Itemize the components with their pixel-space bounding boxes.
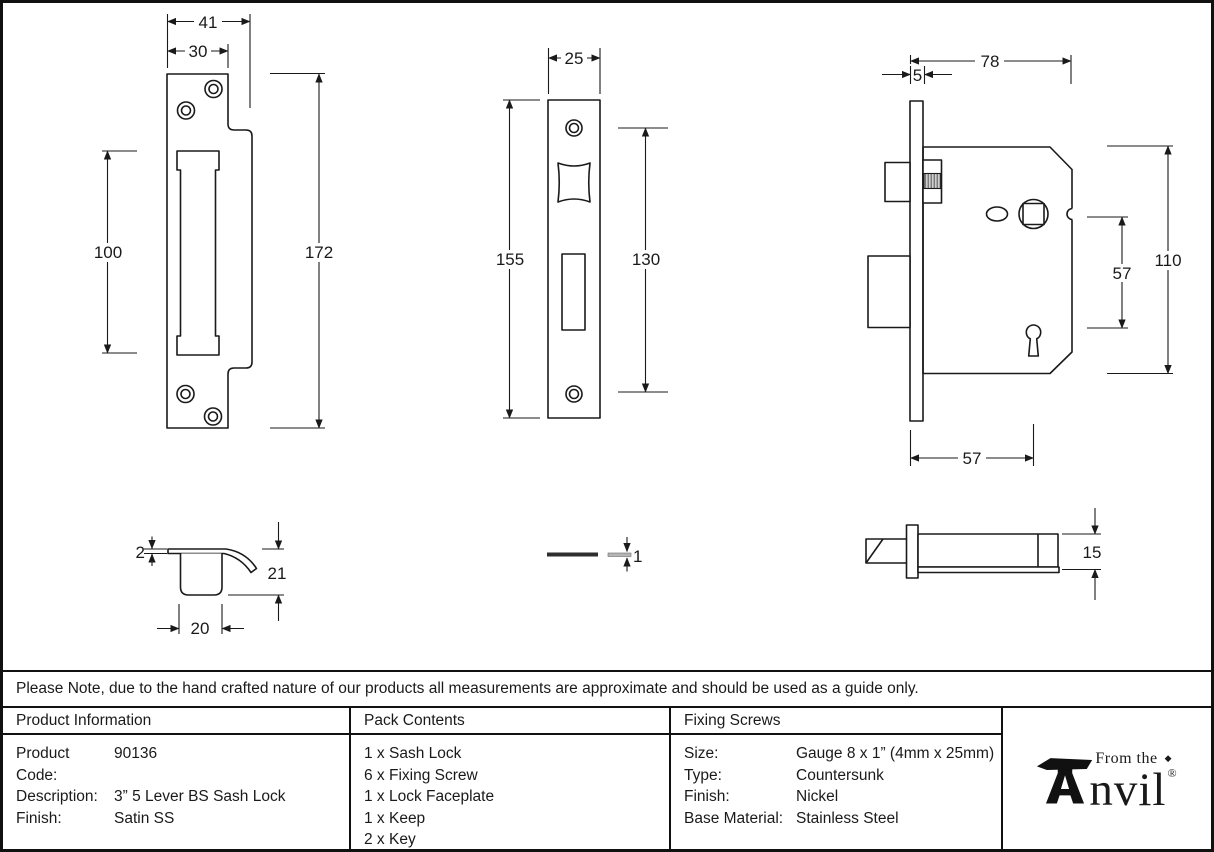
- pack-item: 1 x Sash Lock: [364, 745, 462, 762]
- faceplate-edge-view: [547, 537, 642, 572]
- pack-contents-column: [351, 708, 671, 849]
- faceplate-edge-bar: [547, 553, 598, 557]
- dim-backset: [911, 424, 1034, 468]
- pack-contents-body: [351, 735, 669, 851]
- dim-label: 130: [631, 250, 661, 269]
- fixing-screws-header: Fixing Screws: [671, 708, 1001, 735]
- pack-item: 1 x Lock Faceplate: [364, 788, 495, 805]
- dim-label: 21: [267, 564, 287, 583]
- dim-label: 1: [633, 547, 643, 566]
- dim-faceplate-width: [549, 48, 601, 94]
- faceplate-front-view: [493, 48, 668, 418]
- dim-label: 172: [304, 243, 334, 262]
- logo-brand-text: nvil: [1089, 763, 1167, 816]
- row-value: Satin SS: [114, 809, 175, 827]
- product-code-row: [16, 743, 349, 786]
- diamond-icon: ◆: [1164, 753, 1173, 764]
- row-label: Product Code:: [16, 745, 70, 784]
- keep-slot-cutout: [177, 151, 219, 355]
- product-information-header: Product Information: [3, 708, 349, 735]
- technical-drawings: [3, 3, 1211, 670]
- lock-body-view: [868, 52, 1185, 468]
- dim-label: 20: [190, 619, 210, 638]
- row-label: Description:: [16, 788, 98, 805]
- logo-tagline-text: From the: [1095, 749, 1158, 767]
- dim-keep-side-width: [157, 604, 244, 638]
- dim-keep-side-height: [228, 522, 286, 621]
- keyhole: [1026, 325, 1040, 356]
- fixing-screws-body: [671, 735, 1001, 829]
- screw-hole: [566, 120, 582, 402]
- type-row: [684, 765, 1001, 787]
- pack-item: 2 x Key: [364, 831, 416, 848]
- pack-item: 6 x Fixing Screw: [364, 766, 478, 784]
- pack-item: 1 x Keep: [364, 809, 426, 827]
- keep-box-profile: [181, 554, 223, 596]
- deadbolt-cutout: [562, 254, 585, 330]
- dim-label: 78: [980, 52, 1000, 71]
- row-value: Nickel: [796, 788, 839, 805]
- faceplate-outline: [548, 100, 600, 418]
- dim-label: 15: [1082, 543, 1102, 562]
- dim-label: 25: [564, 49, 584, 68]
- edge-notch: [1067, 208, 1076, 220]
- dim-label: 110: [1154, 251, 1182, 270]
- bolt-base-strip: [918, 567, 1059, 573]
- dim-body-depth: [911, 52, 1072, 84]
- product-information-column: [3, 708, 351, 849]
- brand-logo-cell: [1003, 708, 1211, 849]
- pack-contents-header: Pack Contents: [351, 708, 669, 735]
- row-label: Type:: [684, 766, 722, 784]
- row-label: Finish:: [684, 788, 730, 805]
- description-row: [16, 786, 349, 808]
- dim-label: 2: [135, 543, 145, 562]
- lock-body-outline: [923, 147, 1072, 374]
- finish-row: [16, 808, 349, 830]
- dim-label: 57: [962, 449, 982, 468]
- faceplate-edge-callout: [608, 553, 631, 557]
- row-value: Gauge 8 x 1” (4mm x 25mm): [796, 745, 995, 762]
- dim-keep-height: [270, 74, 336, 429]
- dim-label: 100: [93, 243, 123, 262]
- dim-faceplate-lip: [882, 66, 952, 85]
- finish-row: [684, 786, 1001, 808]
- logo-text: [1089, 749, 1178, 816]
- measurement-note: Please Note, due to the hand crafted nature of our products all measurements are approximate and should be used as a guide only.: [16, 680, 919, 697]
- dim-label: 155: [495, 250, 525, 269]
- row-value: Countersunk: [796, 766, 884, 784]
- dim-label: 57: [1112, 264, 1132, 283]
- row-value: 90136: [114, 745, 158, 762]
- spindle-hole: [1019, 200, 1048, 229]
- bolt-faceplate-section: [907, 525, 919, 578]
- latch-cutout: [558, 163, 590, 202]
- lock-faceplate-edge: [910, 101, 923, 421]
- dim-label: 41: [198, 13, 218, 32]
- product-information-body: [3, 735, 349, 829]
- deadbolt: [868, 256, 910, 328]
- bolt-body: [918, 534, 1058, 567]
- dim-bolt-height: [1062, 508, 1106, 600]
- base-material-row: [684, 808, 1001, 830]
- lever-pivot-hole: [987, 207, 1008, 221]
- dim-body-height: [1107, 146, 1185, 374]
- dim-keep-inner-width: [168, 42, 229, 68]
- dim-faceplate-hole-spacing: [618, 128, 668, 392]
- row-label: Finish:: [16, 809, 62, 827]
- product-info-table: [3, 706, 1211, 849]
- dim-label: 5: [912, 66, 923, 85]
- dim-keep-thickness: [136, 537, 167, 567]
- dim-label: 30: [188, 42, 208, 61]
- row-value: 3” 5 Lever BS Sash Lock: [114, 788, 286, 805]
- row-label: Size:: [684, 745, 719, 762]
- dim-keep-outer-width: [168, 13, 251, 108]
- fixing-screws-column: [671, 708, 1003, 849]
- logo-brand: [1089, 763, 1178, 816]
- anvil-icon: [1036, 752, 1094, 806]
- dim-spindle-to-key: [1087, 217, 1136, 328]
- keep-front-view: [91, 13, 336, 428]
- dim-keep-slot-height: [91, 151, 137, 353]
- dim-faceplate-height: [493, 100, 540, 418]
- measurement-note-row: [3, 670, 1211, 706]
- bolt-head: [866, 539, 907, 563]
- from-the-anvil-logo: [1036, 749, 1178, 816]
- row-value: Stainless Steel: [796, 809, 899, 827]
- row-label: Base Material:: [684, 809, 784, 827]
- keep-side-view: [136, 522, 287, 638]
- registered-mark: ®: [1167, 765, 1178, 780]
- size-row: [684, 743, 1001, 765]
- latch-bolt-side-view: [866, 508, 1106, 600]
